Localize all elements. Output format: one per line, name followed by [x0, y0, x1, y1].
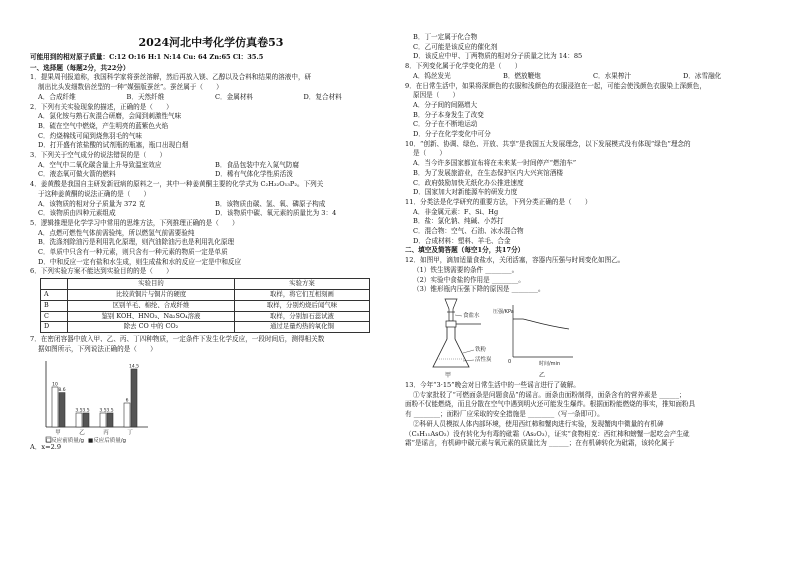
right-column [405, 33, 773, 449]
category-label: 丙 [103, 429, 109, 436]
q2-stem: 2．下列有关实验现象的描述，正确的是（ ） [30, 102, 173, 111]
q8-option: D．冰雪融化 [683, 71, 722, 80]
q8-option: C．水果榨汁 [593, 71, 632, 80]
stopper [446, 321, 456, 327]
q10-option: D．国家加大对新能源车的研发力度 [413, 188, 518, 197]
q10-option: B．为了发展旅游业，在生态保护区内大兴宾馆酒楼 [413, 168, 563, 177]
table-row [41, 289, 370, 300]
q9-option: D．分子在化学变化中可分 [413, 130, 491, 139]
category-label: 乙 [79, 429, 85, 436]
q3-option: C．液态氧可做火箭的燃料 [38, 170, 116, 179]
q9-line-2: 原因是（ ） [413, 91, 460, 100]
left-column [30, 0, 392, 452]
q12-sub: （1）铁生锈需要的条件 ________。 [413, 265, 519, 274]
pressure-curve [513, 319, 569, 329]
q8-stem: 8．下列变化属于化学变化的是（ ） [405, 62, 522, 71]
carbon-label: 活性炭 [475, 356, 492, 363]
dropping-funnel [445, 299, 457, 321]
bar-value-label: 8.6 [58, 387, 66, 393]
table-cell: 比较黄铜片与铜片的硬度 [68, 289, 235, 300]
q4-option: D．该物质中碳、氧元素的质量比为 3：4 [215, 209, 337, 218]
graph-x-label: 时间/min [539, 360, 561, 367]
table-header-cell: 实验目的 [68, 279, 235, 290]
q8-option: A．钨丝发光 [413, 71, 451, 80]
q11-stem: 11．分类法是化学研究的重要方法，下列分类正确的是（ ） [405, 197, 592, 206]
table-cell: B [41, 300, 68, 311]
table-cell: D [41, 322, 68, 333]
q9-option: A．分子间的间隔增大 [413, 100, 478, 109]
q10-option: A．当今许多国家都宣布将在未来某一时间停产“燃油车” [413, 159, 577, 168]
q10-line-2: 是（ ） [413, 149, 446, 158]
q5-stem: 5．逻辑推理是化学学习中常用的思维方法，下列推理正确的是（ ） [30, 218, 239, 227]
bar-after [83, 413, 89, 427]
q10-option: C．政府鼓励加快无纸化办公推进速度 [413, 178, 524, 187]
experiment-table [40, 278, 370, 333]
page-title: 2024河北中考化学仿真卷53 [138, 36, 284, 49]
q5-option: A．点燃可燃性气体前需验纯，所以燃氢气前需要验纯 [38, 228, 195, 237]
q7-option-a: A．x=2.9 [30, 442, 62, 451]
q4-options-row [30, 200, 392, 210]
table-cell: 取样，分别加石蕊试液 [235, 311, 370, 322]
q8-options [405, 72, 773, 82]
section-2-heading: 二、填空及简答题（每空1分，共17分） [405, 246, 525, 255]
bar-value-label: 10 [52, 382, 58, 388]
bar-value-label: 3.5 [75, 408, 83, 414]
q12-stem: 12．如图甲，滴加适量食盐水，关闭活塞，容器内压强与时间变化如图乙。 [405, 256, 625, 265]
q3-stem: 3．下列关于空气成分的说法错误的是（ ） [30, 151, 167, 160]
graph-origin: 0 [508, 358, 512, 365]
q1-option: B．天然纤维 [126, 92, 165, 101]
graph-y-label: 压强/KPa [493, 308, 514, 315]
q11-option: D．合成材料：塑料、羊毛、合金 [413, 236, 511, 245]
q11-option: A．非金属元素：F、Si、Hg [413, 207, 499, 216]
q1-options [30, 93, 392, 103]
table-header-row [41, 279, 370, 290]
q7-option: B．丁一定属于化合物 [413, 33, 478, 41]
iron-powder-label: 铁粉 [475, 346, 487, 353]
q9-option: B．分子本身发生了改变 [413, 110, 484, 119]
q10-line-1: 10．“创新、协调、绿色、开放、共享”是我国五大发展理念，以下发展模式没有体现“绿色”理念的 [405, 139, 691, 148]
q13-line: 有 ________；面粉厂应采取的安全措施是 ________（写一条即可）。 [405, 410, 604, 419]
q12-sub: （2）实验中食盐的作用是 ________。 [413, 275, 525, 284]
bar-before [52, 387, 58, 427]
bar-chart-svg [36, 357, 176, 449]
bar-value-label: 3.5 [99, 408, 107, 414]
q4-options-row [30, 209, 392, 219]
figure-a-label: 甲 [445, 371, 452, 379]
q2-option: A．氯化铵与熟石灰混合研磨，会闻到刺激性气味 [38, 112, 182, 121]
q13-line: ①专家批驳了“可燃面条是问题食品”的谣言。面条由面粉制得，面条含有的营养素是 ______； [413, 390, 686, 399]
q4-line-1: 4．姜黄酸是我国自主研发新冠病的原料之一，其中一种姜黄酮主要的化学式为 C₂H₃₂O₁₃P₂。下列关 [30, 180, 324, 189]
q13-line: （C₅H₁₁AsO₂）没有转化为有毒的砒霜（As₂O₃），证实“食物相克：西红柿和螃蟹一起吃会产生砒 [405, 429, 690, 438]
q13-line: ②科研人员模拟人体内部环境，使用西红柿和蟹肉进行实验，发现蟹肉中微量的有机砷 [413, 419, 664, 428]
q6-stem: 6．下列实验方案不能达到实验目的的是（ ） [30, 267, 173, 276]
q13-line: 霜”是谣言，有机砷中碳元素与氧元素的质量比为 ______；在有机砷转化为砒霜，该转化属于 [405, 439, 675, 448]
table-cell: C [41, 311, 68, 322]
q5-option: B．洗涤剂除油污是利用乳化原理，则汽油除油污也是利用乳化原理 [38, 238, 235, 247]
table-row [41, 311, 370, 322]
q1-option: C．金属材料 [215, 92, 254, 101]
bar-value-label: 6 [125, 398, 129, 404]
bar-value-label: 3.5 [106, 408, 114, 414]
leader-line [463, 360, 474, 361]
q7-line-2: 据如图所示，下列说法正确的是（ ） [38, 344, 157, 353]
q3-option: A．空气中二氧化碳含量上升导致温室效应 [38, 160, 162, 169]
table-cell: 区别羊毛、棉纶、合成纤维 [68, 300, 235, 311]
section-1-heading: 一、选择题（每题2分，共22分） [30, 63, 130, 72]
leader-line [463, 350, 474, 353]
q4-option: B．该物质由碳、氢、氧、磷原子构成 [215, 199, 326, 208]
bar-value-label: 3.5 [82, 408, 90, 414]
table-row [41, 322, 370, 333]
q7-line-1: 7．在密闭容器中放入甲、乙、丙、丁四种物质，一定条件下发生化学反应，一段时间后，测得相关数 [30, 335, 325, 344]
q1-option: D．复合材料 [303, 92, 342, 101]
bar-after [107, 413, 113, 427]
table-cell: A [41, 289, 68, 300]
bar-before [124, 403, 130, 427]
q7-option: C．乙可能是该反应的催化剂 [413, 42, 498, 51]
q5-option: D．中和反应一定有盐和水生成，则生成盐和水的反应一定是中和反应 [38, 257, 242, 266]
q1-line-2: 制出比头发细数倍丝型的一种“媒强版蚕丝”。蚕丝属于（ ） [38, 83, 223, 92]
q12-apparatus-svg [423, 295, 623, 381]
atomic-masses: 可能用到的相对原子质量：C:12 O:16 H:1 N:14 Cu: 64 Zn:65 Cl：35.5 [30, 53, 264, 61]
table-cell: 除去 CO 中的 CO₂ [68, 322, 235, 333]
category-label: 甲 [55, 429, 61, 436]
q12-figure [405, 295, 773, 381]
q11-option: B．盐：氯化钠、纯碱、小苏打 [413, 217, 504, 226]
q12-sub: （3）锥形瓶内压强下降的原因是 ________。 [413, 285, 545, 294]
q2-option: B．硫在空气中燃烧，产生明亮的蓝紫色火焰 [38, 121, 169, 130]
q13-line: 13．今年“3·15”晚会对日常生活中的一些谣言进行了破解。 [405, 380, 580, 389]
q9-option: C．分子在不断地运动 [413, 120, 478, 129]
table-cell: 通过足量灼热的氧化铜 [235, 322, 370, 333]
q2-option: C．灼烧棉线可闻到烧焦羽毛的气味 [38, 131, 142, 140]
leader-line [455, 315, 462, 316]
q8-option: B．燃放鞭炮 [503, 71, 541, 80]
q9-line-1: 9．在日常生活中，如果将深颜色的衣服和浅颜色的衣服浸泡在一起，可能会使浅颜色衣服染上深颜色， [405, 81, 706, 90]
q4-option: C．该物质由四种元素组成 [38, 209, 116, 218]
legend-after: ■反应后质量/g [88, 437, 127, 444]
bar-after [59, 392, 65, 426]
figure-b-label: 乙 [539, 371, 546, 379]
bar-before [100, 413, 106, 427]
legend-before: □反应前质量/g [46, 437, 85, 444]
bar-value-label: 14.5 [128, 364, 140, 370]
bar-after [131, 369, 137, 427]
bar-before [76, 413, 82, 427]
q3-options-row [30, 170, 392, 180]
q1-option: A．合成纤维 [38, 92, 76, 101]
q4-line-2: 于这种姜黄酮的说法正确的是（ ） [38, 189, 151, 198]
table-header-cell: 实验方案 [235, 279, 370, 290]
q7-option: D．该反应中甲、丁两物质的相对分子质量之比为 14：85 [413, 52, 583, 61]
q1-line-1: 1．提果周刊报道称，我国科学家将蚕丝溶解，然后再放入镁、乙醇以及合料和结果的溶液中，研 [30, 73, 312, 82]
q2-option: D．打开盛有浓盐酸的试剂瓶的瓶塞，瓶口出现白烟 [38, 141, 189, 150]
table-cell: 取样，分别灼烧后闻气味 [235, 300, 370, 311]
q4-option: A．该物质的相对分子质量为 372 克 [38, 199, 146, 208]
salt-water-label: 食盐水 [463, 312, 480, 319]
table-header-cell [41, 279, 68, 290]
q7-bar-chart [30, 355, 392, 455]
q5-option: C．单质中只含有一种元素，则只含有一种元素的物质一定是单质 [38, 248, 228, 257]
table-cell: 鉴别 KOH、HNO₃、Na₂SO₄溶液 [68, 311, 235, 322]
table-cell: 取样，将它们互相刻画 [235, 289, 370, 300]
table-row [41, 300, 370, 311]
q3-options-row [30, 161, 392, 171]
q3-option: D．稀有气体化学性质活泼 [215, 170, 293, 179]
category-label: 丁 [127, 429, 133, 436]
q3-option: B．食品包装中充入氮气防腐 [215, 160, 299, 169]
q11-option: C．混合物：空气、石油、冰水混合物 [413, 227, 524, 236]
q13-line: 面粉不仅能燃烧，而且分散在空气中遇到明火还可能发生爆炸。根据面粉能燃烧的事实，推知面粉具 [405, 400, 696, 409]
